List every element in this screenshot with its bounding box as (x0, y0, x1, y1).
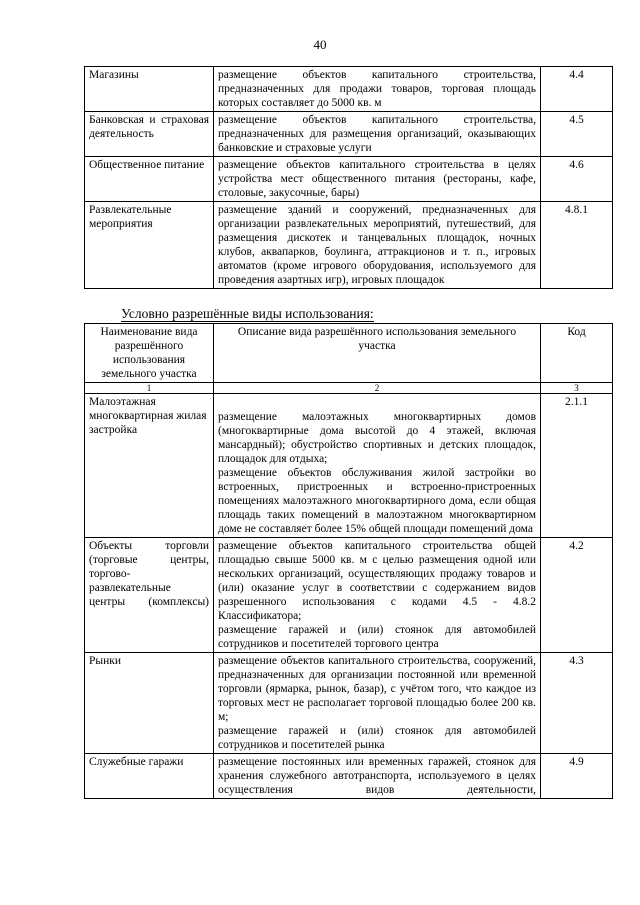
use-code: 4.8.1 (541, 202, 613, 289)
use-code: 4.3 (541, 653, 613, 754)
description-paragraph: размещение объектов обслуживания жилой застройки во встроенных, пристроенных и встроенно-пристроенных помещениях малоэтажного многоквартирного дома, если общая площадь таких помещений в малоэтажном многоквартирном доме не составляет более 15% общей площади помещений дома (218, 467, 536, 535)
description-paragraph: размещение объектов капитального строительства общей площадью свыше 5000 кв. м с целью размещения одной или нескольких организаций, осуществляющих продажу товаров и (или) оказание услуг в соответствии с содержанием видов разрешенного использования с кодами 4.5 - 4.8.2 Классификатора; (218, 540, 536, 622)
use-code: 4.9 (541, 754, 613, 799)
use-name: Служебные гаражи (85, 754, 214, 799)
use-name: Малоэтажная многоквартирная жилая застройка (85, 394, 214, 538)
conditional-uses-table (84, 323, 613, 799)
column-number: 2 (214, 383, 541, 394)
section-title: Условно разрешённые виды использования: (121, 306, 374, 321)
description-paragraph: размещение объектов капитального строительства, сооружений, предназначенных для организации постоянной или временной торговли (ярмарка, рынок, базар), с учётом того, что каждое из торговых мест не располагает торговой площадью более 200 кв. м; (218, 655, 536, 723)
table-row (85, 67, 613, 112)
page-number: 40 (313, 37, 327, 52)
description-paragraph: размещение гаражей и (или) стоянок для автомобилей сотрудников и посетителей торгового центра (218, 624, 536, 650)
description-paragraph: размещение зданий и сооружений, предназначенных для организации развлекательных мероприятий, путешествий, для размещения дискотек и танцевальных площадок, ночных клубов, аквапарков, боулинга, аттракционов и т. п., игровых автоматов (кроме игрового оборудования, используемого для проведения азартных игр), игровых площадок (218, 204, 536, 286)
use-code: 4.5 (541, 112, 613, 157)
description-paragraph: размещение постоянных или временных гаражей, стоянок для хранения служебного автотранспорта, используемого в целях осуществления видов деятельности, (218, 756, 536, 796)
use-description (214, 653, 541, 754)
description-paragraph: размещение объектов капитального строительства, предназначенных для продажи товаров, торговая площадь которых составляет до 5000 кв. м (218, 69, 536, 109)
table-header-row (85, 324, 613, 383)
use-description (214, 202, 541, 289)
use-name: Объекты торговли (торговые центры, торгово-развлекательные центры (комплексы) (85, 538, 214, 653)
use-description (214, 67, 541, 112)
description-paragraph: размещение гаражей и (или) стоянок для автомобилей сотрудников и посетителей рынка (218, 725, 536, 751)
table-row (85, 202, 613, 289)
use-name: Магазины (85, 67, 214, 112)
use-description (214, 112, 541, 157)
use-code: 2.1.1 (541, 394, 613, 538)
description-paragraph: размещение малоэтажных многоквартирных домов (многоквартирные дома высотой до 4 этажей, включая мансардный); обустройство спортивных и детских площадок, площадок для отдыха; (218, 411, 536, 465)
table-row (85, 157, 613, 202)
header-description: Описание вида разрешённого использования земельного участка (214, 324, 541, 383)
use-name: Развлекательные мероприятия (85, 202, 214, 289)
use-code: 4.4 (541, 67, 613, 112)
table-row (85, 754, 613, 799)
use-description (214, 538, 541, 653)
use-description (214, 754, 541, 799)
column-numbers-row (85, 383, 613, 394)
use-name: Общественное питание (85, 157, 214, 202)
table-row (85, 112, 613, 157)
permitted-uses-table (84, 66, 613, 289)
column-number: 1 (85, 383, 214, 394)
use-code: 4.2 (541, 538, 613, 653)
use-description (214, 157, 541, 202)
column-number: 3 (541, 383, 613, 394)
table-row (85, 394, 613, 538)
use-name: Рынки (85, 653, 214, 754)
description-paragraph: размещение объектов капитального строительства, предназначенных для размещения организаций, оказывающих банковские и страховые услуги (218, 114, 536, 154)
table-row (85, 538, 613, 653)
table-row (85, 653, 613, 754)
description-paragraph: размещение объектов капитального строительства в целях устройства мест общественного питания (рестораны, кафе, столовые, закусочные, бары) (218, 159, 536, 199)
use-code: 4.6 (541, 157, 613, 202)
header-name: Наименование вида разрешённого использования земельного участка (85, 324, 214, 383)
header-code: Код (541, 324, 613, 383)
use-description (214, 394, 541, 538)
use-name: Банковская и страховая деятельность (85, 112, 214, 157)
